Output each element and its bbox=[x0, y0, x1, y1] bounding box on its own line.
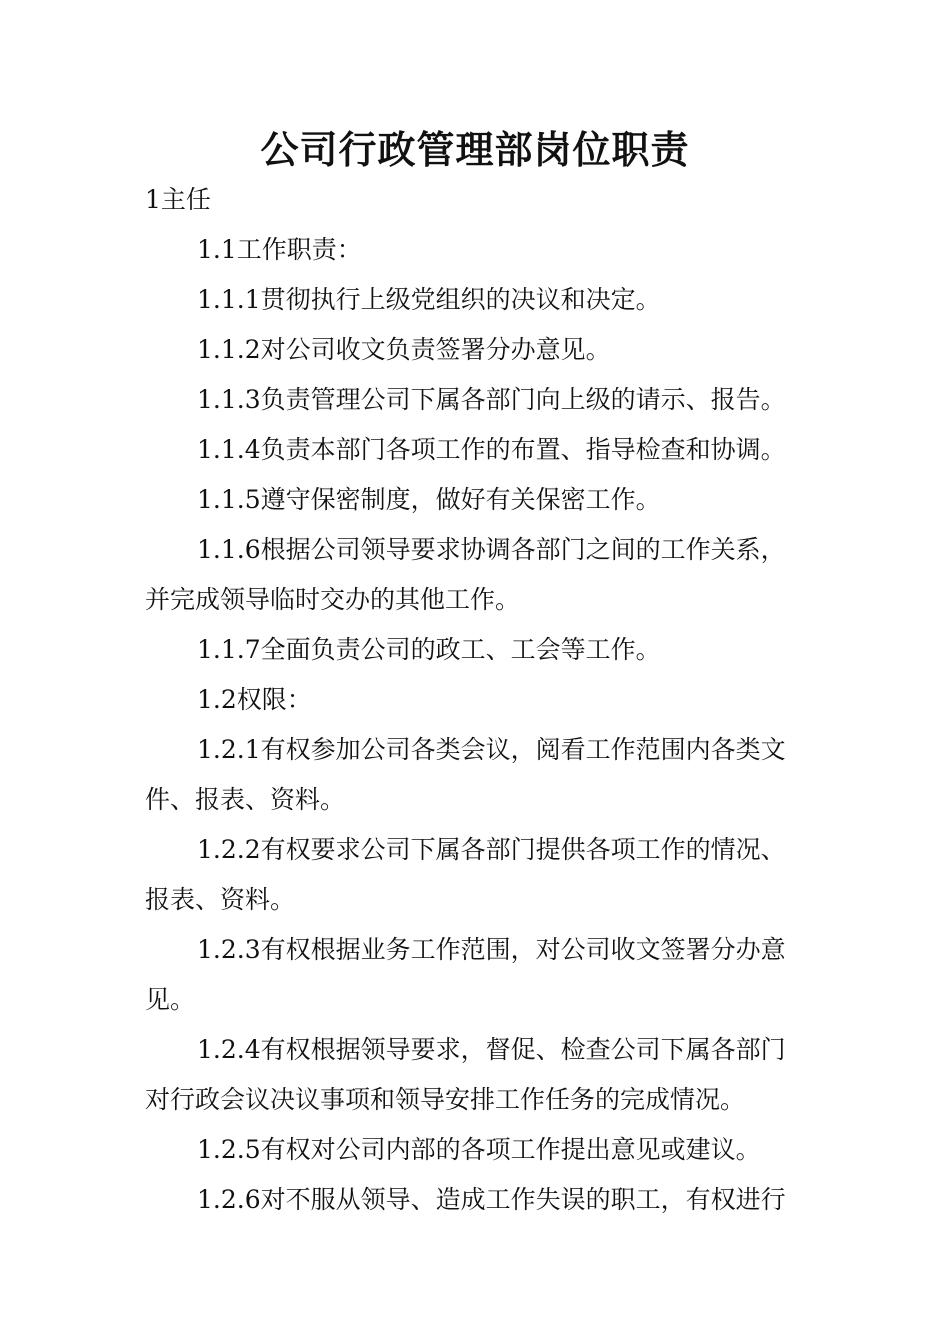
subsection-heading: 1.1工作职责： bbox=[197, 235, 362, 264]
document-body bbox=[145, 175, 810, 1225]
authority-item: 1.2.6对不服从领导、造成工作失误的职工，有权进行 bbox=[197, 1185, 786, 1214]
authority-item: 1.2.1有权参加公司各类会议，阅看工作范围内各类文件、报表、资料。 bbox=[145, 735, 786, 814]
authority-item: 1.2.3有权根据业务工作范围，对公司收文签署分办意见。 bbox=[145, 935, 786, 1014]
duty-item: 1.1.4负责本部门各项工作的布置、指导检查和协调。 bbox=[197, 435, 786, 464]
duty-item: 1.1.2对公司收文负责签署分办意见。 bbox=[197, 335, 611, 364]
document-title: 公司行政管理部岗位职责 bbox=[260, 128, 690, 172]
authority-item: 1.2.4有权根据领导要求，督促、检查公司下属各部门对行政会议决议事项和领导安排工作任务的完成情况。 bbox=[145, 1035, 786, 1114]
authority-item: 1.2.2有权要求公司下属各部门提供各项工作的情况、报表、资料。 bbox=[145, 835, 786, 914]
duty-item: 1.1.7全面负责公司的政工、工会等工作。 bbox=[197, 635, 661, 664]
duty-item: 1.1.6根据公司领导要求协调各部门之间的工作关系，并完成领导临时交办的其他工作。 bbox=[145, 535, 786, 614]
authority-item: 1.2.5有权对公司内部的各项工作提出意见或建议。 bbox=[197, 1135, 761, 1164]
duty-item: 1.1.3负责管理公司下属各部门向上级的请示、报告。 bbox=[197, 385, 786, 414]
duty-item: 1.1.5遵守保密制度，做好有关保密工作。 bbox=[197, 485, 661, 514]
subsection-heading: 1.2权限： bbox=[197, 685, 312, 714]
duty-item: 1.1.1贯彻执行上级党组织的决议和决定。 bbox=[197, 285, 661, 314]
section-heading: 1主任 bbox=[145, 185, 211, 214]
